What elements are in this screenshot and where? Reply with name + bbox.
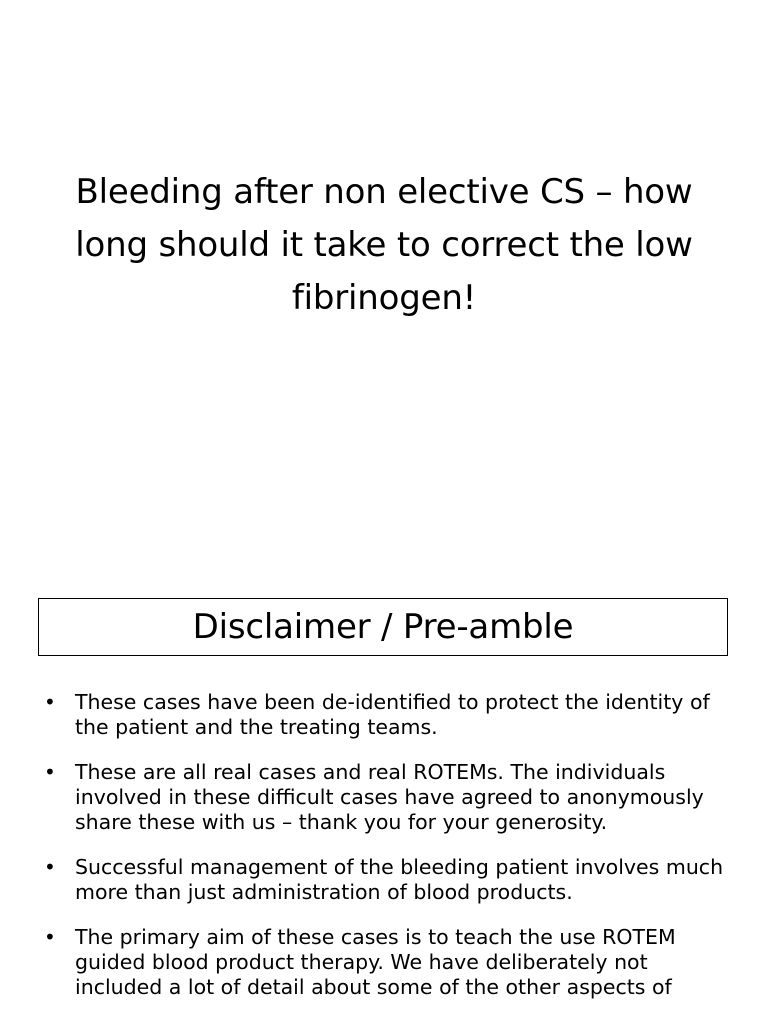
bullet-item (44, 855, 734, 905)
bullet-text: Successful management of the bleeding patient involves much more than just administration of blood products. (75, 855, 724, 904)
bullet-item (44, 760, 734, 835)
bullet-text: These are all real cases and real ROTEMs. The individuals involved in these difficult cases have agreed to anonymously share these with us – thank you for your generosity. (75, 760, 704, 834)
bullet-icon: • (44, 690, 56, 714)
section-heading: Disclaimer / Pre-amble (192, 607, 574, 647)
bullet-text: These cases have been de-identified to protect the identity of the patient and the treating teams. (75, 690, 710, 739)
bullet-item (44, 925, 734, 1000)
slide-title: Bleeding after non elective CS – how long should it take to correct the low fibrinogen! (75, 172, 693, 318)
section-heading-box (38, 598, 728, 656)
bullet-icon: • (44, 925, 56, 949)
bullet-text: The primary aim of these cases is to teach the use ROTEM guided blood product therapy. We have deliberately not included a lot of detail about some of the other aspects of (75, 925, 676, 999)
bullet-icon: • (44, 760, 56, 784)
bullet-icon: • (44, 855, 56, 879)
bullet-item (44, 690, 734, 740)
bullet-list (44, 690, 734, 1020)
